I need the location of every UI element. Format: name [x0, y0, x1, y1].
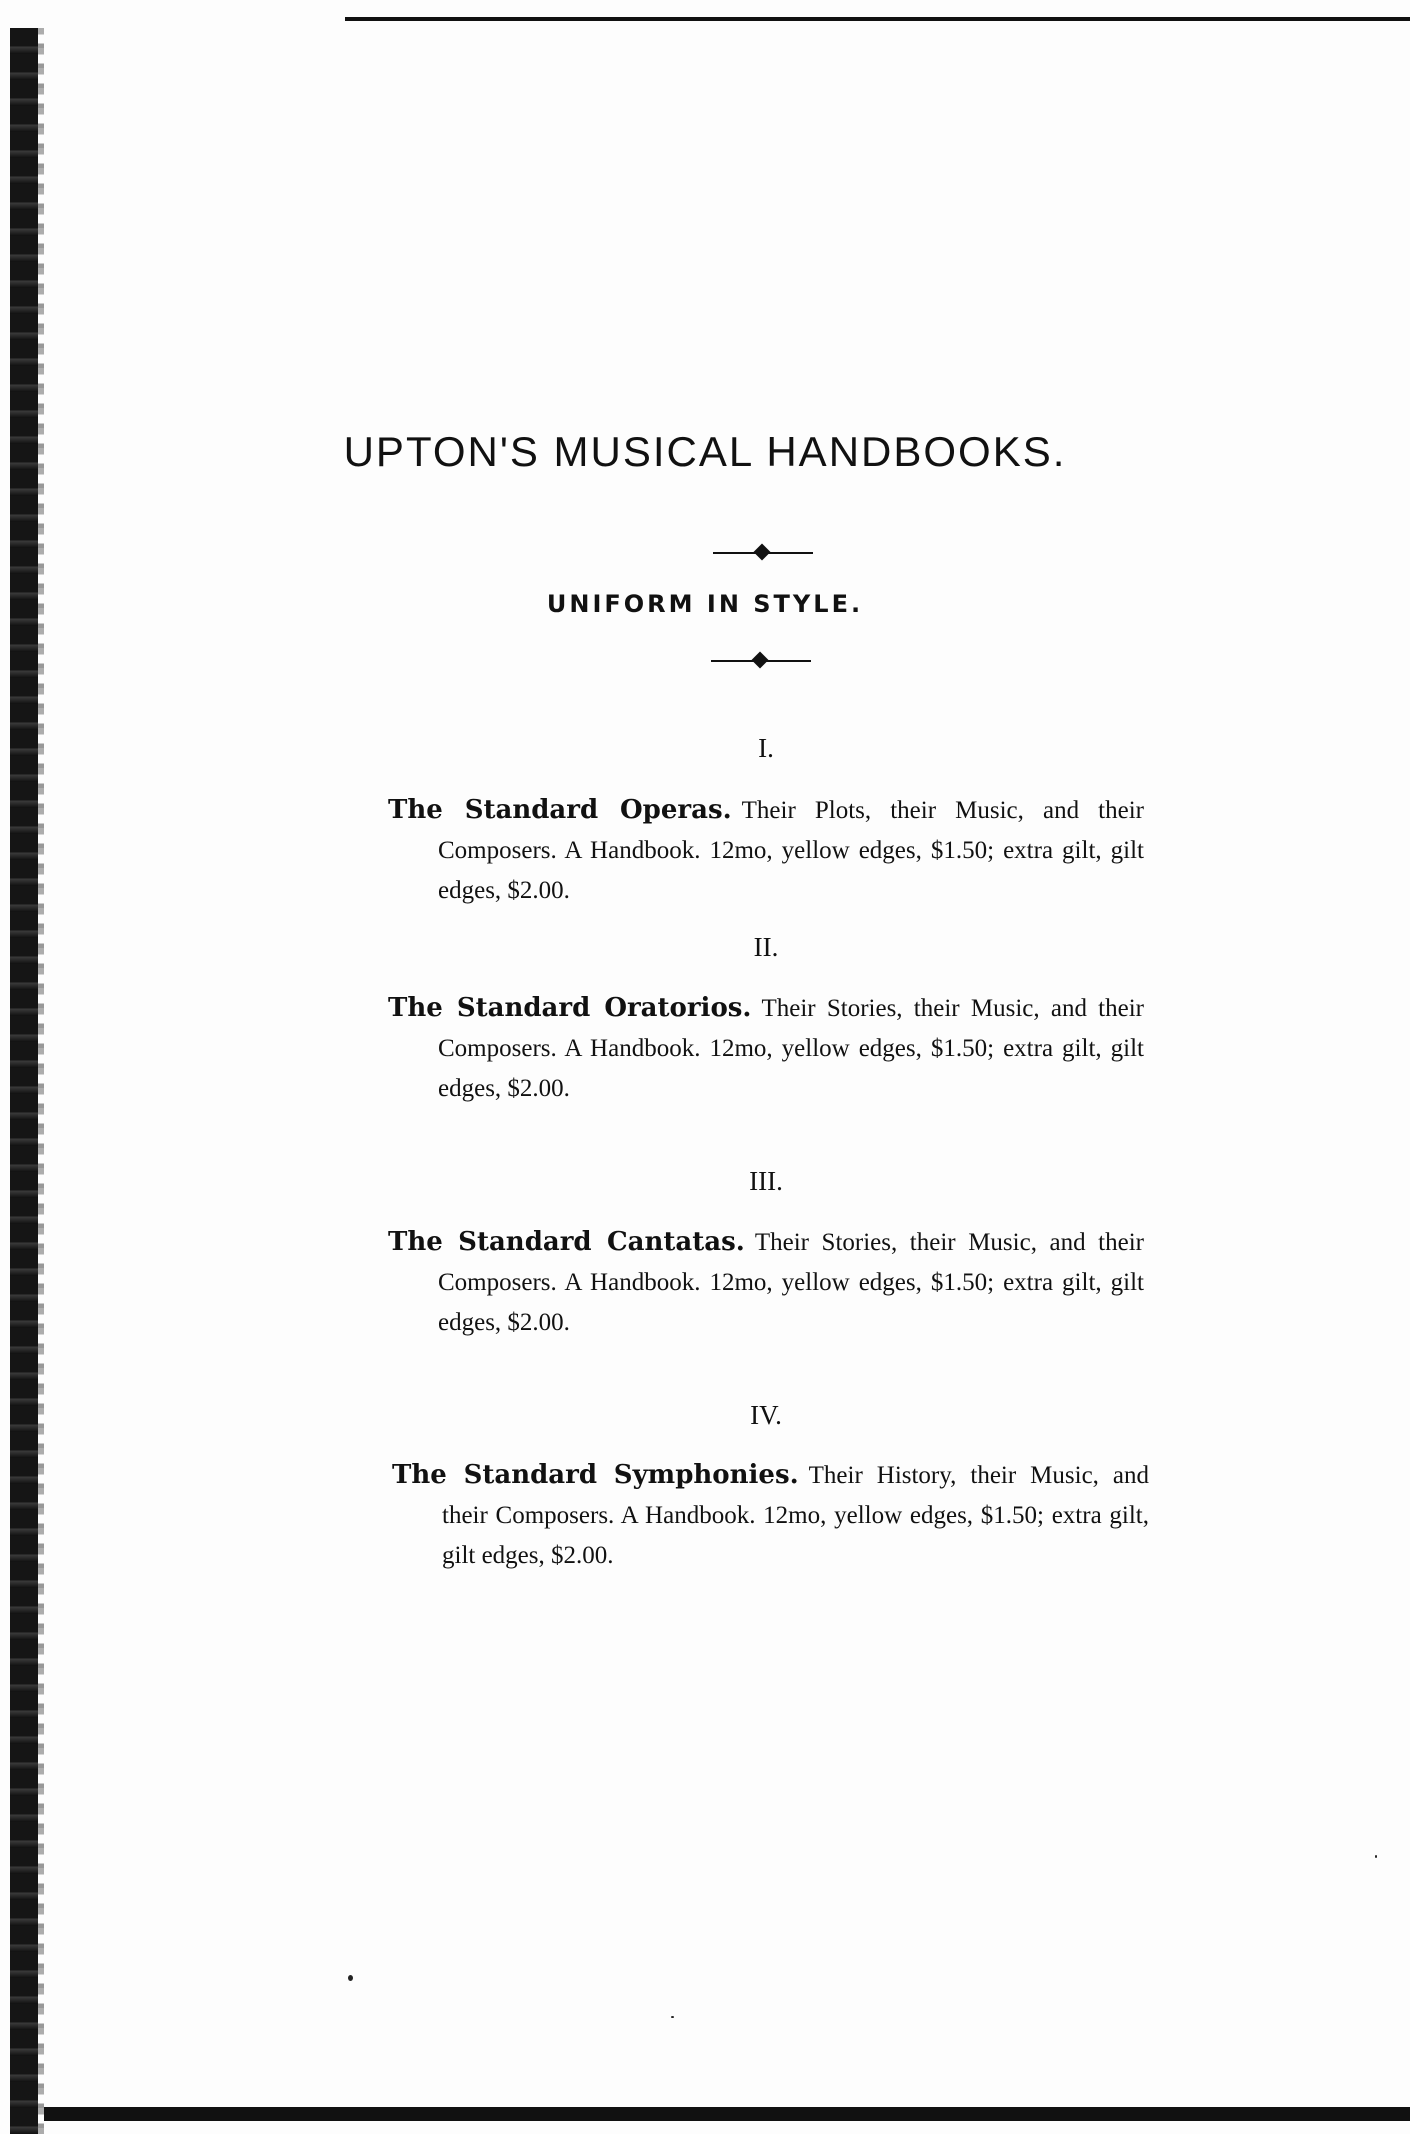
book-description: Their History, their Music, and their Composers. A Handbook. 12mo, yellow edges, $1.50; extra gilt, gilt edges, $2.00. — [442, 1462, 1149, 1569]
book-title: The Standard Operas. — [388, 795, 732, 825]
page-subtitle: UNIFORM IN STYLE. — [546, 590, 864, 618]
top-border-rule — [345, 17, 1410, 21]
entry-standard-cantatas — [388, 1222, 1144, 1343]
entry-standard-symphonies — [392, 1455, 1149, 1576]
page-title: UPTON'S MUSICAL HANDBOOKS. — [343, 428, 1067, 475]
ornament-divider-bottom — [711, 651, 811, 671]
book-title: The Standard Symphonies. — [392, 1460, 799, 1490]
left-binding-edge — [10, 28, 38, 2134]
book-title: The Standard Oratorios. — [388, 993, 752, 1023]
book-description: Their Stories, their Music, and their Composers. A Handbook. 12mo, yellow edges, $1.50; extra gilt, gilt edges, $2.00. — [438, 1229, 1144, 1336]
entry-numeral-2: II. — [753, 932, 779, 962]
entry-numeral-4: IV. — [750, 1400, 782, 1430]
entry-numeral-1: I. — [758, 733, 774, 763]
bottom-border-rule — [44, 2107, 1410, 2121]
diamond-icon — [754, 544, 771, 561]
scan-speck — [1375, 1855, 1377, 1858]
scan-speck — [671, 2016, 674, 2018]
book-description: Their Plots, their Music, and their Composers. A Handbook. 12mo, yellow edges, $1.50; extra gilt, gilt edges, $2.00. — [438, 797, 1144, 904]
entry-standard-operas — [388, 790, 1144, 911]
book-description: Their Stories, their Music, and their Composers. A Handbook. 12mo, yellow edges, $1.50; extra gilt, gilt edges, $2.00. — [438, 995, 1144, 1102]
diamond-icon — [752, 652, 769, 669]
entry-standard-oratorios — [388, 988, 1144, 1109]
scan-speck — [348, 1975, 353, 1981]
left-binding-shadow — [38, 28, 44, 2134]
entry-numeral-3: III. — [749, 1166, 783, 1196]
book-title: The Standard Cantatas. — [388, 1227, 745, 1257]
ornament-divider-top — [713, 543, 813, 563]
